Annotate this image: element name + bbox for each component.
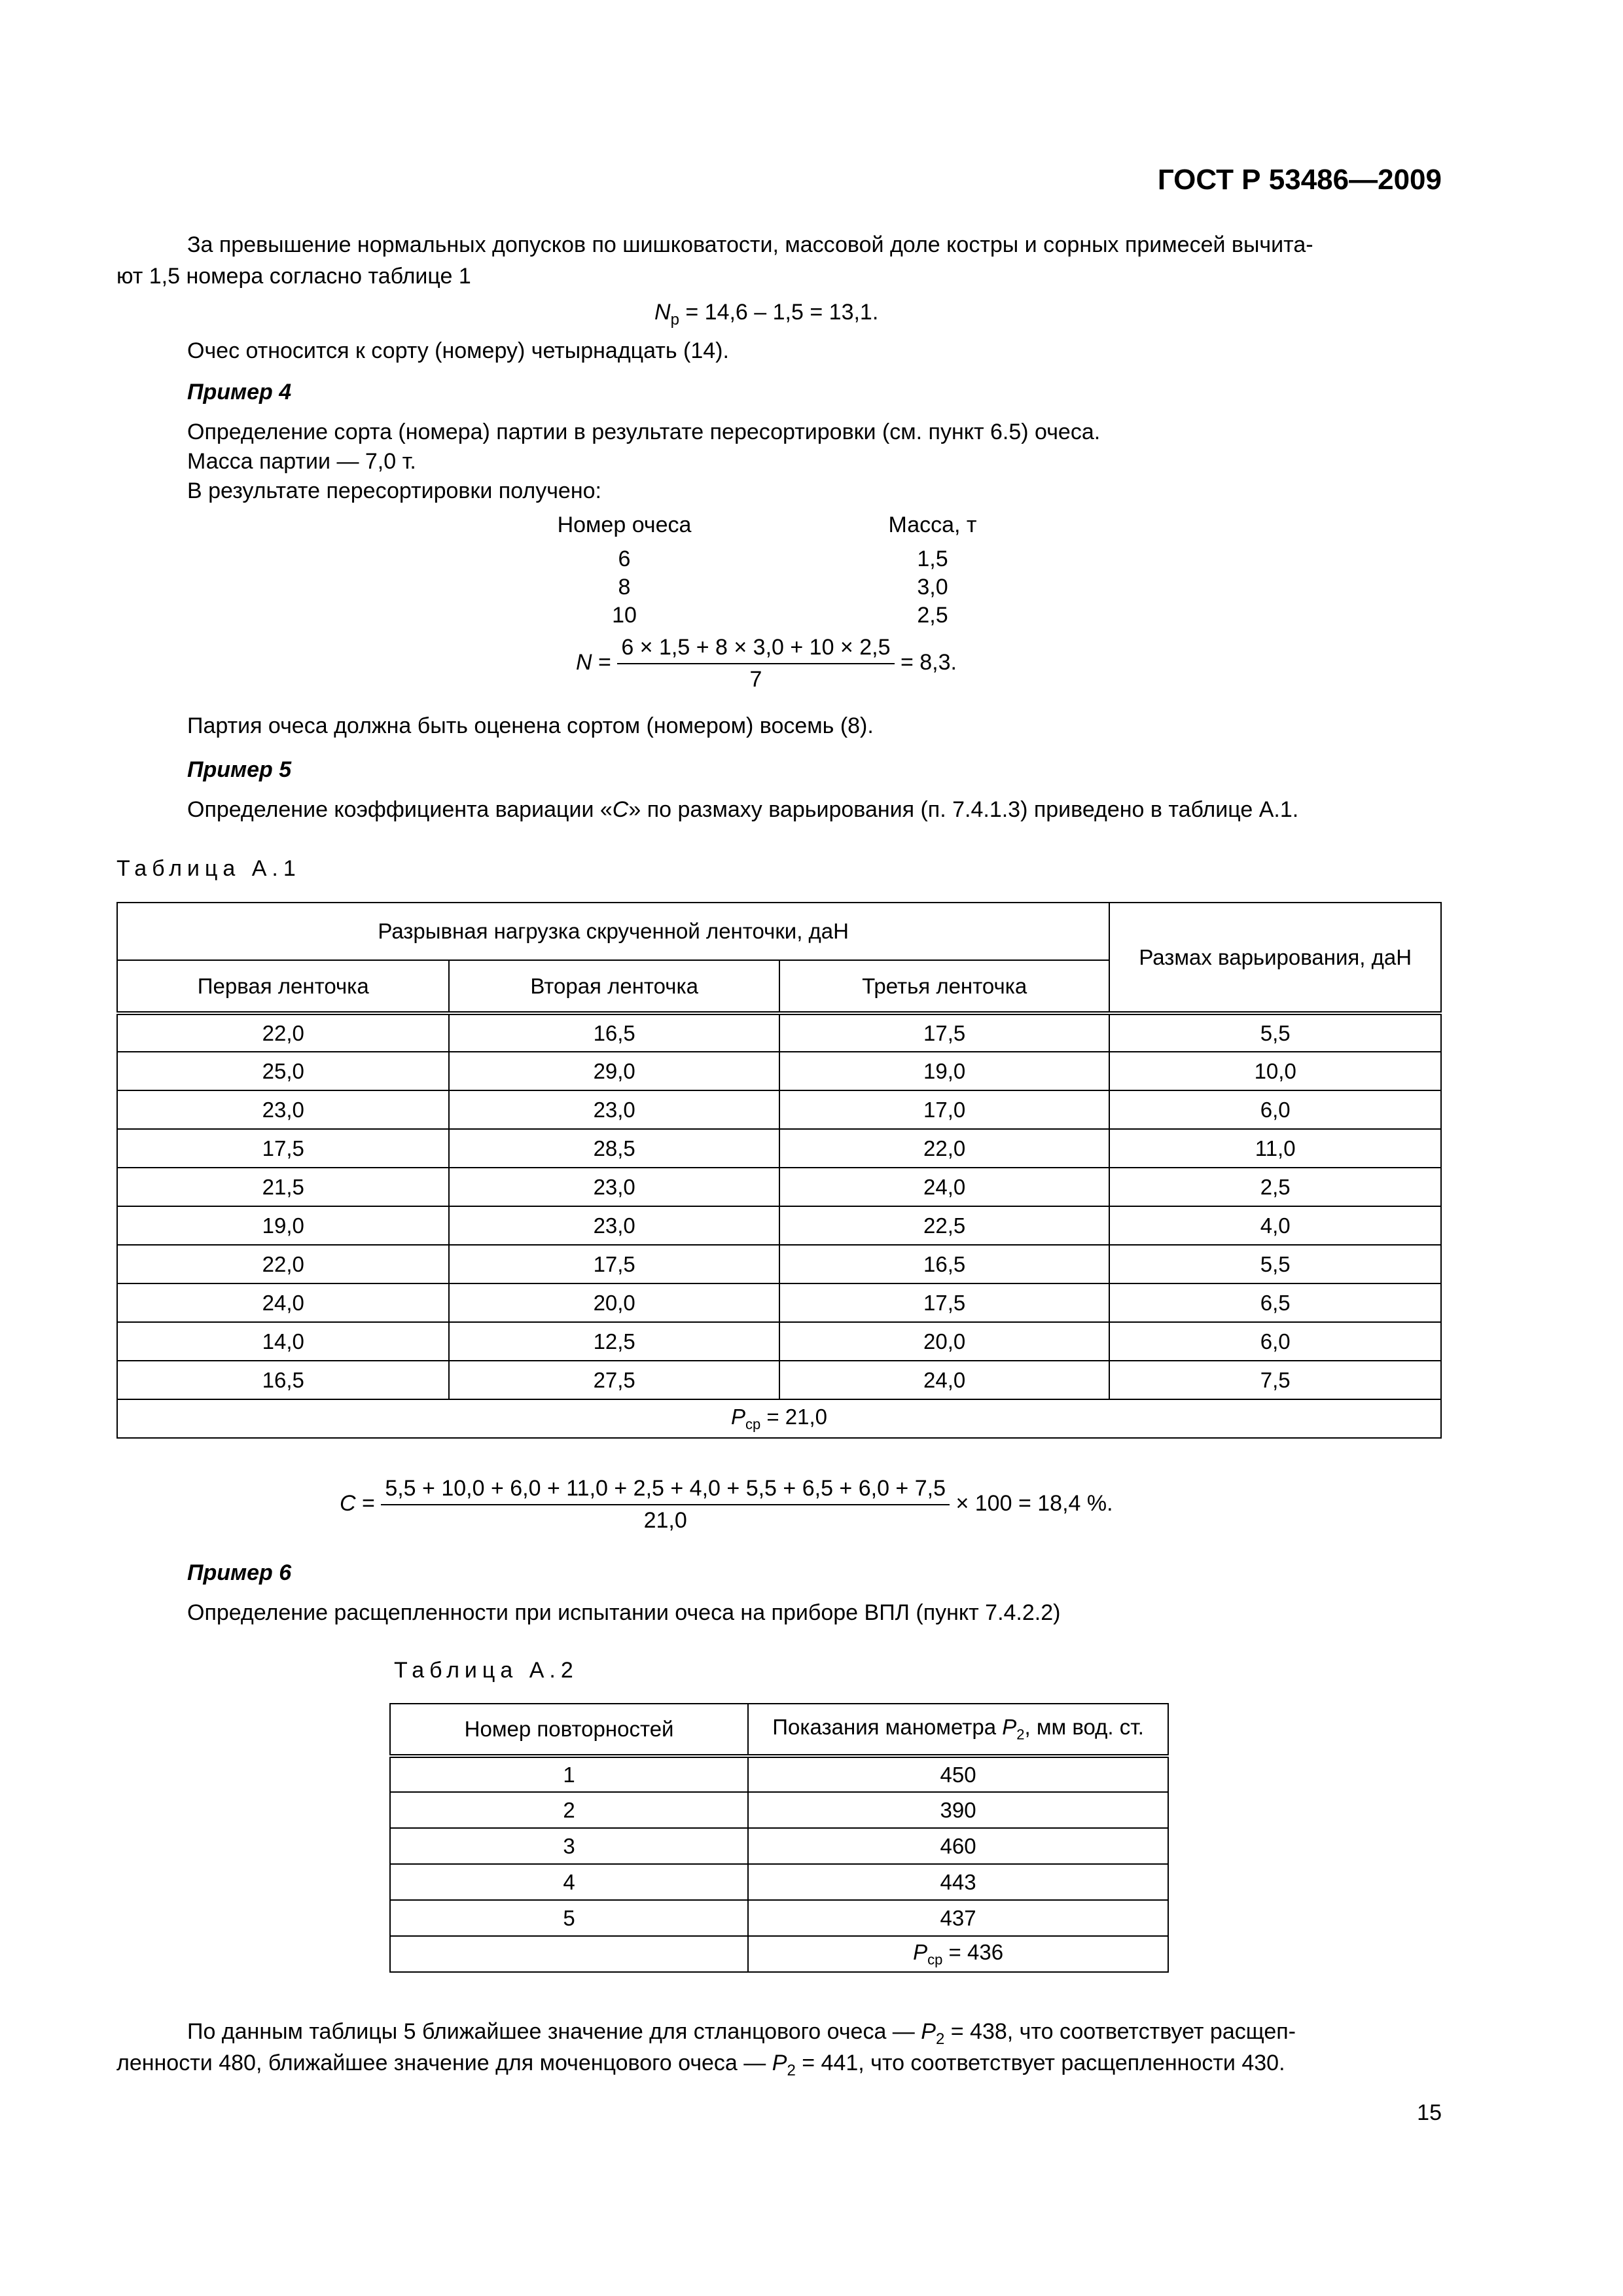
table-cell: 390: [748, 1792, 1168, 1828]
table-cell: 17,5: [779, 1283, 1109, 1322]
table-cell: 5,5: [1109, 1013, 1441, 1052]
table-row: [390, 1900, 1168, 1936]
table-caption: Таблица А.1: [116, 856, 301, 881]
table-cell: 24,0: [779, 1168, 1109, 1206]
formula-sub: 2: [935, 2030, 945, 2048]
formula-result: × 100 = 18,4 %.: [955, 1490, 1113, 1516]
table-cell: 17,5: [449, 1245, 779, 1283]
table-cell: 1: [390, 1756, 748, 1792]
table-cell: 24,0: [117, 1283, 449, 1322]
formula-expr: = 14,6 – 1,5 = 13,1.: [679, 300, 879, 325]
paragraph-line: [187, 2019, 1296, 2049]
column-header: Вторая ленточка: [449, 960, 779, 1013]
formula-var: P: [730, 1404, 745, 1429]
text: = 441, что соответствует расщепленности 430.: [795, 2051, 1285, 2075]
table-cell: 4,0: [1109, 1206, 1441, 1245]
table-row: [117, 1283, 1441, 1322]
table-cell: 16,5: [449, 1013, 779, 1052]
table-row: [390, 1828, 1168, 1864]
table-row: [117, 1052, 1441, 1090]
table-cell: 22,5: [779, 1206, 1109, 1245]
table-cell: 437: [748, 1900, 1168, 1936]
table-cell: 28,5: [449, 1129, 779, 1168]
group-header: Разрывная нагрузка скрученной ленточки, даН: [117, 903, 1109, 960]
table-cell: 12,5: [449, 1322, 779, 1361]
table-cell: 450: [748, 1756, 1168, 1792]
table-cell: 5,5: [1109, 1245, 1441, 1283]
example-5-title: Пример 5: [187, 757, 292, 782]
table-cell: 443: [748, 1864, 1168, 1900]
table-a1: [116, 902, 1442, 1439]
table-cell: 16,5: [779, 1245, 1109, 1283]
text: = 438, что соответствует расщеп-: [944, 2019, 1296, 2044]
table-caption: Таблица А.2: [394, 1658, 579, 1683]
mass-value: 2,5: [917, 603, 948, 628]
table-cell: 2,5: [1109, 1168, 1441, 1206]
table-cell: 11,0: [1109, 1129, 1441, 1168]
denominator: 7: [749, 667, 762, 692]
column-header-mass: Масса, т: [888, 512, 977, 537]
table-cell: 23,0: [449, 1206, 779, 1245]
table-footer: [117, 1399, 1441, 1438]
formula-sub: 2: [1016, 1726, 1025, 1743]
table-cell: 4: [390, 1864, 748, 1900]
formula-var: P: [772, 2051, 787, 2075]
table-cell: 6,5: [1109, 1283, 1441, 1322]
number-value: 10: [612, 603, 637, 628]
paragraph-line: За превышение нормальных допусков по шишковатости, массовой доле костры и сорных примесей вычита-: [187, 232, 1313, 257]
table-row: [117, 1129, 1441, 1168]
formula-var: P: [1002, 1715, 1017, 1740]
formula-sub: ср: [927, 1951, 943, 1968]
text: » по размаху варьирования (п. 7.4.1.3) приведено в таблице А.1.: [628, 797, 1299, 822]
table-cell: 6,0: [1109, 1322, 1441, 1361]
formula-sub: 2: [787, 2061, 796, 2079]
paragraph: Партия очеса должна быть оценена сортом (номером) восемь (8).: [187, 713, 874, 738]
table-row: [117, 1168, 1441, 1206]
formula-c: [340, 1476, 1113, 1534]
number-value: 8: [618, 575, 631, 600]
table-cell: 21,5: [117, 1168, 449, 1206]
table-cell: 2: [390, 1792, 748, 1828]
example-4-title: Пример 4: [187, 380, 292, 404]
paragraph-line: Масса партии — 7,0 т.: [187, 449, 416, 474]
paragraph-line: [116, 2051, 1285, 2080]
table-cell: 16,5: [117, 1361, 449, 1399]
table-cell: 29,0: [449, 1052, 779, 1090]
table-row: [117, 1206, 1441, 1245]
table-row: [117, 1013, 1441, 1052]
formula-var: P: [913, 1939, 928, 1964]
formula-var: C: [340, 1490, 356, 1516]
formula-n: [576, 635, 957, 692]
paragraph: Очес относится к сорту (номеру) четырнадцать (14).: [187, 338, 729, 363]
paragraph-line: [187, 797, 1298, 823]
table-cell: 22,0: [779, 1129, 1109, 1168]
numerator: 6 × 1,5 + 8 × 3,0 + 10 × 2,5: [617, 635, 894, 664]
formula-np: [654, 300, 878, 329]
paragraph-line: Определение расщепленности при испытании очеса на приборе ВПЛ (пункт 7.4.2.2): [187, 1600, 1061, 1625]
text: ленности 480, ближайшее значение для моченцового очеса —: [116, 2051, 772, 2075]
table-cell: 6,0: [1109, 1090, 1441, 1129]
table-cell: 24,0: [779, 1361, 1109, 1399]
fraction: [617, 635, 894, 692]
example-6-title: Пример 6: [187, 1560, 292, 1585]
table-row: [390, 1756, 1168, 1792]
table-cell: 23,0: [117, 1090, 449, 1129]
table-cell: 17,0: [779, 1090, 1109, 1129]
table-row: [117, 1322, 1441, 1361]
table-row: [117, 1090, 1441, 1129]
table-row: [390, 1864, 1168, 1900]
formula-sub: ср: [745, 1416, 761, 1433]
table-cell: 19,0: [117, 1206, 449, 1245]
table-row: [117, 1361, 1441, 1399]
paragraph-line: ют 1,5 номера согласно таблице 1: [116, 264, 471, 289]
mass-value: 3,0: [917, 575, 948, 600]
table-cell: 7,5: [1109, 1361, 1441, 1399]
formula-var: C: [612, 797, 629, 822]
table-cell: 17,5: [779, 1013, 1109, 1052]
table-cell: 5: [390, 1900, 748, 1936]
table-cell: 14,0: [117, 1322, 449, 1361]
formula-eq: =: [592, 649, 611, 675]
table-cell: 22,0: [117, 1245, 449, 1283]
formula-sub: p: [670, 310, 679, 329]
table-cell: 22,0: [117, 1013, 449, 1052]
formula-eq: =: [355, 1490, 375, 1516]
table-cell: 25,0: [117, 1052, 449, 1090]
table-cell: 23,0: [449, 1168, 779, 1206]
fraction: [381, 1476, 950, 1534]
column-header: [748, 1704, 1168, 1756]
mass-value: 1,5: [917, 547, 948, 571]
table-cell: 17,5: [117, 1129, 449, 1168]
column-header: Номер повторностей: [390, 1704, 748, 1756]
paragraph-line: В результате пересортировки получено:: [187, 478, 601, 503]
table-cell: 10,0: [1109, 1052, 1441, 1090]
table-cell: 3: [390, 1828, 748, 1864]
table-row: [390, 1792, 1168, 1828]
table-footer: [748, 1936, 1168, 1972]
formula-var: N: [576, 649, 592, 675]
formula-var: N: [654, 300, 671, 325]
empty-cell: [390, 1936, 748, 1972]
column-header: Первая ленточка: [117, 960, 449, 1013]
table-a2: [389, 1703, 1169, 1973]
table-cell: 19,0: [779, 1052, 1109, 1090]
column-header: Третья ленточка: [779, 960, 1109, 1013]
formula-result: = 8,3.: [900, 649, 957, 675]
table-cell: 20,0: [449, 1283, 779, 1322]
text: , мм вод. ст.: [1024, 1715, 1144, 1740]
table-cell: 27,5: [449, 1361, 779, 1399]
paragraph-line: Определение сорта (номера) партии в результате пересортировки (см. пункт 6.5) очеса.: [187, 420, 1101, 444]
number-value: 6: [618, 547, 631, 571]
table-cell: 23,0: [449, 1090, 779, 1129]
numerator: 5,5 + 10,0 + 6,0 + 11,0 + 2,5 + 4,0 + 5,5 + 6,5 + 6,0 + 7,5: [381, 1476, 950, 1505]
table-cell: 460: [748, 1828, 1168, 1864]
formula-expr: = 21,0: [760, 1404, 828, 1429]
document-id: ГОСТ Р 53486—2009: [1157, 164, 1442, 196]
formula-var: P: [921, 2019, 936, 2044]
table-row: [117, 1245, 1441, 1283]
column-header: Размах варьирования, даН: [1109, 903, 1441, 1013]
page-number: 15: [1417, 2100, 1442, 2125]
table-cell: 20,0: [779, 1322, 1109, 1361]
text: Показания манометра: [772, 1715, 1003, 1740]
text: Определение коэффициента вариации «: [187, 797, 613, 822]
formula-expr: = 436: [942, 1939, 1004, 1964]
column-header-number: Номер очеса: [557, 512, 692, 537]
text: По данным таблицы 5 ближайшее значение для стланцового очеса —: [187, 2019, 921, 2044]
denominator: 21,0: [643, 1508, 687, 1533]
